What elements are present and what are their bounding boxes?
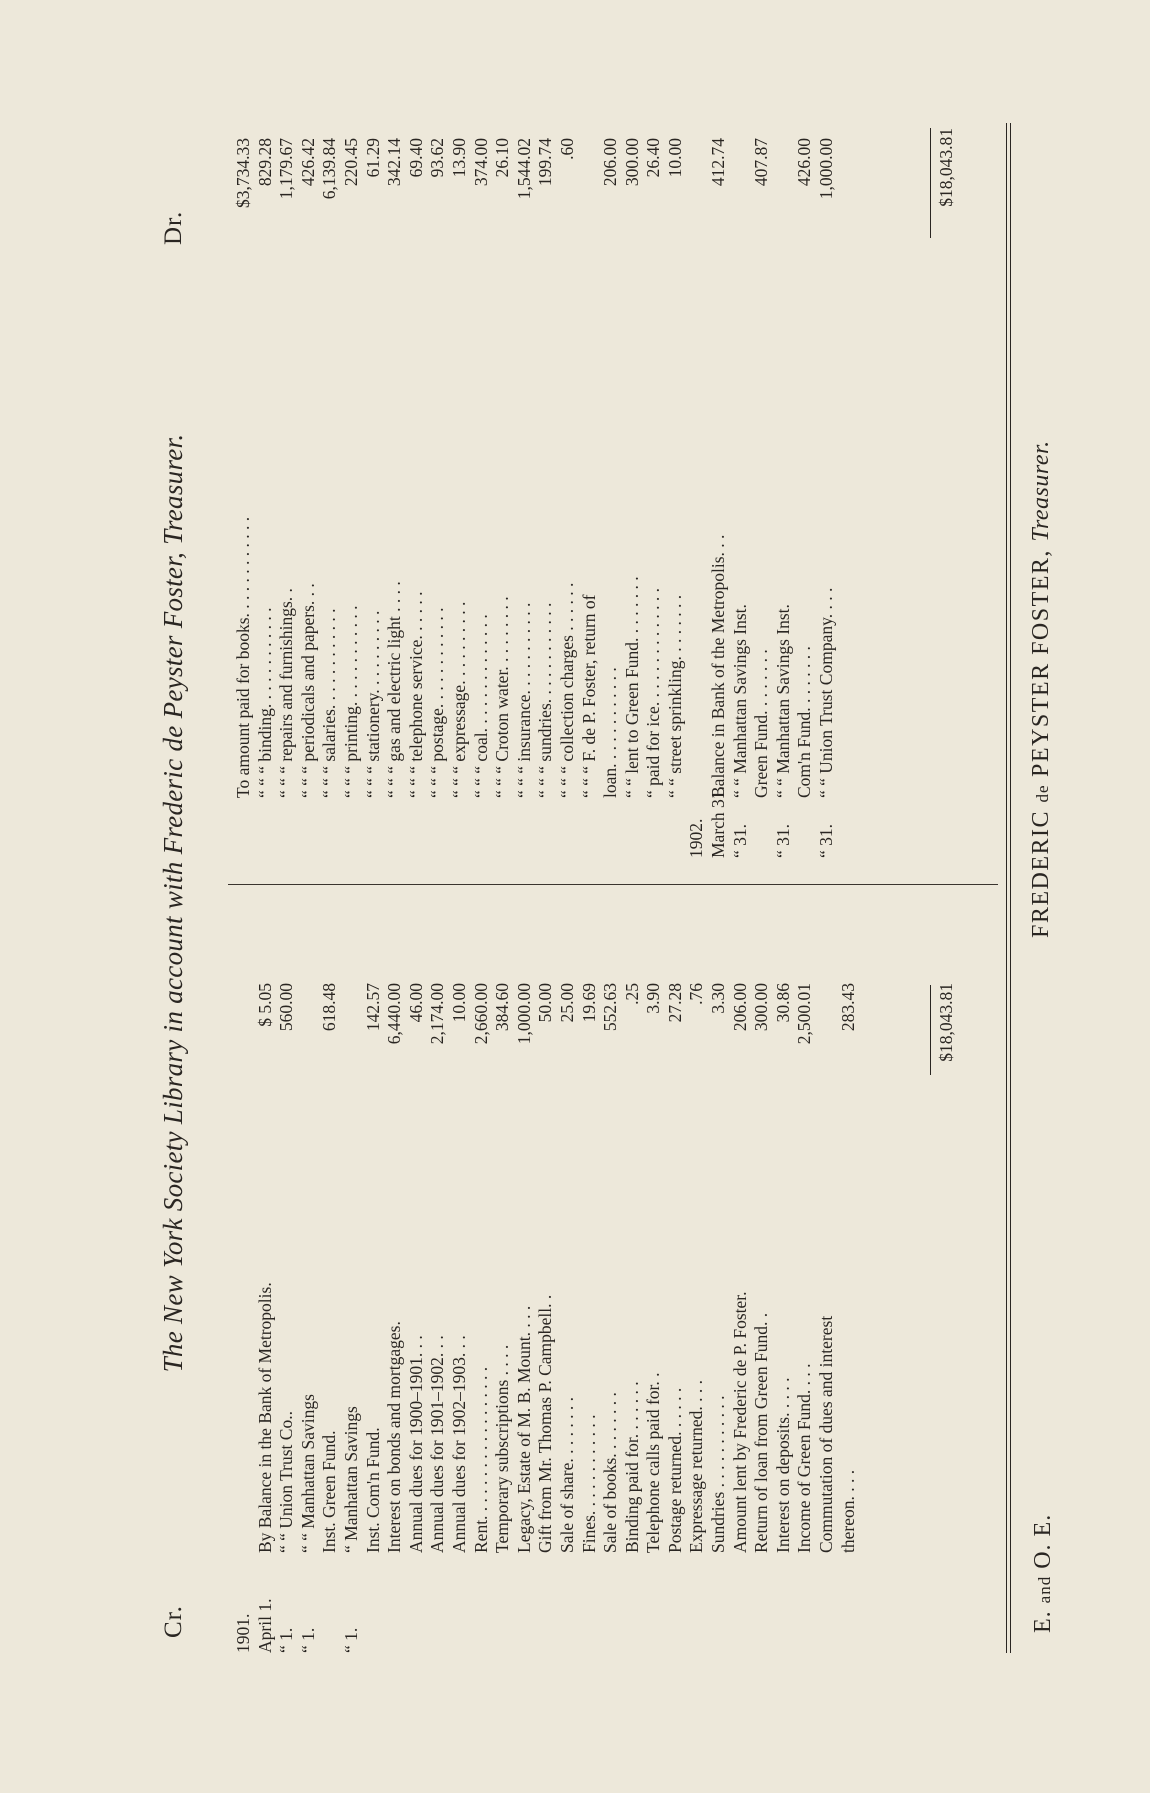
- debit-amt2: $3,734.33: [233, 138, 253, 208]
- debit-amt2: .60: [556, 138, 577, 160]
- credit-amt1: 2,500.01: [794, 983, 815, 1045]
- credit-desc: Interest on bonds and mortgages.: [384, 1321, 405, 1553]
- credit-amt1: 552.63: [600, 983, 621, 1032]
- credit-desc: Sale of share. . . . . . . .: [556, 1396, 577, 1553]
- credit-row: [535, 893, 557, 1653]
- debit-amt2: 26.10: [492, 138, 513, 178]
- debit-date: March 31.: [708, 786, 729, 858]
- debit-row: [427, 138, 449, 858]
- credit-desc: Rent. . . . . . . . . . . . . . . . . .: [470, 1366, 491, 1553]
- credit-date: “ 1.: [297, 1627, 318, 1653]
- credit-amt1: 10.00: [448, 983, 469, 1023]
- debit-row: [600, 138, 622, 858]
- credit-amt1: 283.43: [837, 983, 858, 1032]
- debit-total: $18,043.81: [936, 128, 956, 207]
- credit-row: [514, 893, 536, 1653]
- debit-total-rule: [930, 128, 931, 238]
- debit-desc: “ “ “ telephone service. . . . . .: [405, 591, 426, 798]
- credit-row: [751, 893, 773, 1653]
- debit-desc: Green Fund. . . . . . . .: [751, 649, 772, 798]
- debit-desc: “ “ “ expressage. . . . . . . . . .: [448, 601, 469, 798]
- debit-row: [341, 138, 363, 858]
- credit-row: [816, 893, 838, 1653]
- credit-amt1: 2,660.00: [470, 983, 491, 1045]
- debit-desc: loan. . . . . . . . . . . .: [600, 667, 621, 798]
- debit-desc: “ “ “ insurance. . . . . . . . . . .: [513, 602, 534, 798]
- debit-desc: “ “ Union Trust Company. . . .: [816, 587, 837, 798]
- credit-amt1: 25.00: [556, 983, 577, 1023]
- debit-row: [535, 138, 557, 858]
- credit-desc: Legacy, Estate of M. B. Mount. . . .: [513, 1305, 534, 1553]
- debit-row: [233, 138, 255, 858]
- credit-desc: Annual dues for 1902–1903. . .: [448, 1335, 469, 1553]
- debit-desc: “ “ “ periodicals and papers. . .: [297, 583, 318, 798]
- credit-row: [579, 893, 601, 1653]
- examiners-initials: [1030, 1514, 1057, 1633]
- debit-desc: To amount paid for books. . . . . . . . . . . .: [233, 516, 253, 798]
- debit-desc: “ paid for ice. . . . . . . . . . . . . .: [643, 588, 664, 798]
- credit-date: “ 1.: [276, 1627, 297, 1653]
- debit-row: [686, 138, 708, 858]
- debit-row: [557, 138, 579, 858]
- debit-row: [319, 138, 341, 858]
- debit-desc: “ “ “ sundries. . . . . . . . . . . .: [535, 602, 556, 798]
- debit-desc: “ “ “ postage. . . . . . . . . . . .: [427, 607, 448, 798]
- debit-side: [233, 138, 838, 858]
- debit-desc: “ “ “ printing. . . . . . . . . . . .: [340, 605, 361, 798]
- debit-row: [794, 138, 816, 858]
- debit-amt2: 1,000.00: [816, 138, 837, 200]
- debit-desc: “ “ “ stationery. . . . . . . . . .: [362, 610, 383, 798]
- credit-side: [233, 893, 859, 1653]
- credit-amt1: 27.28: [664, 983, 685, 1023]
- credit-desc: “ “ Union Trust Co..: [276, 1411, 297, 1553]
- credit-desc: Gift from Mr. Thomas P. Campbell. .: [535, 1294, 556, 1553]
- credit-desc: “ “ Manhattan Savings: [297, 1394, 318, 1553]
- credit-row: [233, 893, 255, 1653]
- credit-desc: Temporary subscriptions . . . .: [492, 1344, 513, 1553]
- credit-desc: Return of loan from Green Fund. .: [751, 1312, 772, 1553]
- debit-row: [816, 138, 838, 858]
- debit-amt2: 342.14: [384, 138, 405, 187]
- credit-desc: “ Manhattan Savings: [340, 1406, 361, 1553]
- page-title: The New York Society Library in account with Frederic de Peyster Foster, Treasurer.: [158, 433, 188, 1373]
- credit-amt1: 618.48: [319, 983, 340, 1032]
- debit-label: Dr.: [160, 210, 187, 245]
- credit-total-rule: [930, 985, 931, 1075]
- sign-de: de: [1033, 784, 1052, 803]
- bottom-rule: [1006, 123, 1007, 1653]
- debit-amt2: 1,544.02: [513, 138, 534, 200]
- debit-desc: “ “ “ coal. . . . . . . . . . . . . .: [470, 614, 491, 798]
- debit-row: [665, 138, 687, 858]
- credit-amt1: 206.00: [729, 983, 750, 1032]
- credit-amt1: 19.69: [578, 983, 599, 1023]
- credit-row: [838, 893, 860, 1653]
- debit-amt2: 1,179.67: [276, 138, 297, 200]
- credit-amt1: 50.00: [535, 983, 556, 1023]
- debit-amt2: 426.42: [297, 138, 318, 187]
- debit-amt2: 412.74: [708, 138, 729, 187]
- debit-date: 1902.: [686, 818, 707, 858]
- credit-desc: Inst. Com'n Fund.: [362, 1427, 383, 1553]
- credit-amt1: 3.90: [643, 983, 664, 1014]
- credit-row: [622, 893, 644, 1653]
- credit-row: [643, 893, 665, 1653]
- debit-row: [579, 138, 601, 858]
- debit-amt2: 206.00: [600, 138, 621, 187]
- debit-desc: “ “ “ Croton water. . . . . . . . .: [492, 596, 513, 798]
- debit-desc: “ “ “ repairs and furnishings. .: [276, 588, 297, 798]
- debit-row: [255, 138, 277, 858]
- bottom-rule-double: [1010, 123, 1011, 1653]
- debit-desc: “ “ Manhattan Savings Inst.: [772, 604, 793, 798]
- debit-row: [514, 138, 536, 858]
- credit-amt1: 384.60: [492, 983, 513, 1032]
- debit-row: [384, 138, 406, 858]
- credit-amt1: $ 5.05: [254, 983, 275, 1027]
- credit-label: Cr.: [160, 1605, 187, 1638]
- debit-desc: “ “ street sprinkling. . . . . . . .: [664, 594, 685, 798]
- debit-row: [363, 138, 385, 858]
- credit-date: 1901.: [233, 1613, 253, 1653]
- credit-amt1: .76: [686, 983, 707, 1005]
- treasurer-signature: [1028, 440, 1055, 938]
- credit-date: April 1.: [254, 1598, 275, 1653]
- credit-amt1: 300.00: [751, 983, 772, 1032]
- column-divider: [228, 884, 998, 885]
- credit-desc: Commutation of dues and interest: [816, 1315, 837, 1553]
- debit-row: [773, 138, 795, 858]
- debit-date: “ 31.: [729, 823, 750, 858]
- debit-desc: “ “ “ binding. . . . . . . . . . . .: [254, 607, 275, 798]
- debit-row: [708, 138, 730, 858]
- debit-amt2: 829.28: [254, 138, 275, 187]
- credit-amt1: .25: [621, 983, 642, 1005]
- credit-desc: Annual dues for 1900–1901. . .: [405, 1335, 426, 1553]
- debit-desc: Balance in Bank of the Metropolis. . .: [708, 534, 729, 798]
- debit-desc: “ “ “ F. de P. Foster, return of: [578, 594, 599, 798]
- credit-amt1: 142.57: [362, 983, 383, 1032]
- credit-row: [492, 893, 514, 1653]
- credit-desc: Sundries . . . . . . . . . . .: [708, 1395, 729, 1553]
- credit-row: [794, 893, 816, 1653]
- debit-row: [406, 138, 428, 858]
- debit-row: [471, 138, 493, 858]
- credit-row: [708, 893, 730, 1653]
- initials-oe: O. E.: [1030, 1513, 1056, 1569]
- credit-desc: Interest on deposits. . . . .: [772, 1377, 793, 1553]
- credit-row: [600, 893, 622, 1653]
- credit-row: [384, 893, 406, 1653]
- debit-desc: Com'n Fund. . . . . . . .: [794, 646, 815, 798]
- credit-row: [255, 893, 277, 1653]
- credit-amt1: 560.00: [276, 983, 297, 1032]
- debit-amt2: 426.00: [794, 138, 815, 187]
- sign-last: PEYSTER FOSTER,: [1028, 549, 1054, 777]
- credit-row: [341, 893, 363, 1653]
- credit-row: [319, 893, 341, 1653]
- debit-row: [276, 138, 298, 858]
- and-word: and: [1035, 1575, 1054, 1604]
- debit-amt2: 13.90: [448, 138, 469, 178]
- credit-desc: Telephone calls paid for. .: [643, 1372, 664, 1553]
- credit-row: [557, 893, 579, 1653]
- debit-desc: “ “ “ salaries. . . . . . . . . . . .: [319, 608, 340, 798]
- debit-date: “ 31.: [816, 823, 837, 858]
- credit-desc: thereon. . . .: [837, 1469, 858, 1553]
- debit-amt2: 6,139.84: [319, 138, 340, 200]
- credit-desc: Income of Green Fund. . . .: [794, 1363, 815, 1553]
- credit-row: [276, 893, 298, 1653]
- initial-e: E.: [1030, 1610, 1056, 1633]
- credit-desc: Expressage returned. . . .: [686, 1380, 707, 1553]
- debit-date: “ 31.: [772, 823, 793, 858]
- credit-desc: By Balance in the Bank of Metropolis.: [254, 1282, 275, 1553]
- credit-row: [427, 893, 449, 1653]
- credit-date: “ 1.: [340, 1627, 361, 1653]
- credit-desc: Inst. Green Fund.: [319, 1430, 340, 1553]
- debit-row: [622, 138, 644, 858]
- debit-amt2: 407.87: [751, 138, 772, 187]
- sign-first: FREDERIC: [1028, 809, 1054, 938]
- credit-amt1: 3.30: [708, 983, 729, 1014]
- debit-desc: “ “ “ gas and electric light . . . .: [384, 581, 405, 798]
- credit-amt1: 30.86: [772, 983, 793, 1023]
- debit-row: [492, 138, 514, 858]
- credit-row: [363, 893, 385, 1653]
- credit-desc: Annual dues for 1901–1902. . .: [427, 1335, 448, 1553]
- debit-amt2: 199.74: [535, 138, 556, 187]
- credit-desc: Binding paid for. . . . . . .: [621, 1381, 642, 1553]
- debit-amt2: 300.00: [621, 138, 642, 187]
- debit-desc: “ “ lent to Green Fund. . . . . . . .: [621, 576, 642, 798]
- debit-desc: “ “ “ collection charges . . . . . .: [556, 582, 577, 798]
- debit-row: [643, 138, 665, 858]
- credit-row: [773, 893, 795, 1653]
- debit-amt2: 69.40: [405, 138, 426, 178]
- debit-amt2: 10.00: [664, 138, 685, 178]
- debit-amt2: 93.62: [427, 138, 448, 178]
- credit-desc: Postage returned. . . . . .: [664, 1387, 685, 1553]
- debit-amt2: 26.40: [643, 138, 664, 178]
- credit-amt1: 1,000.00: [513, 983, 534, 1045]
- debit-amt2: 61.29: [362, 138, 383, 178]
- debit-desc: “ “ Manhattan Savings Inst.: [729, 604, 750, 798]
- debit-row: [449, 138, 471, 858]
- credit-amt1: 2,174.00: [427, 983, 448, 1045]
- sign-role: Treasurer.: [1028, 440, 1054, 542]
- credit-amt1: 6,440.00: [384, 983, 405, 1045]
- debit-row: [730, 138, 752, 858]
- credit-desc: Sale of books. . . . . . . .: [600, 1392, 621, 1553]
- debit-row: [751, 138, 773, 858]
- credit-row: [298, 893, 320, 1653]
- debit-amt2: 220.45: [340, 138, 361, 187]
- credit-row: [406, 893, 428, 1653]
- credit-desc: Amount lent by Frederic de P. Foster.: [729, 1291, 750, 1553]
- credit-row: [730, 893, 752, 1653]
- credit-total: $18,043.81: [936, 983, 956, 1062]
- debit-row: [298, 138, 320, 858]
- credit-amt1: 46.00: [405, 983, 426, 1023]
- credit-row: [665, 893, 687, 1653]
- debit-amt2: 374.00: [470, 138, 491, 187]
- credit-row: [686, 893, 708, 1653]
- credit-row: [449, 893, 471, 1653]
- credit-row: [471, 893, 493, 1653]
- credit-desc: Fines. . . . . . . . . . . .: [578, 1414, 599, 1553]
